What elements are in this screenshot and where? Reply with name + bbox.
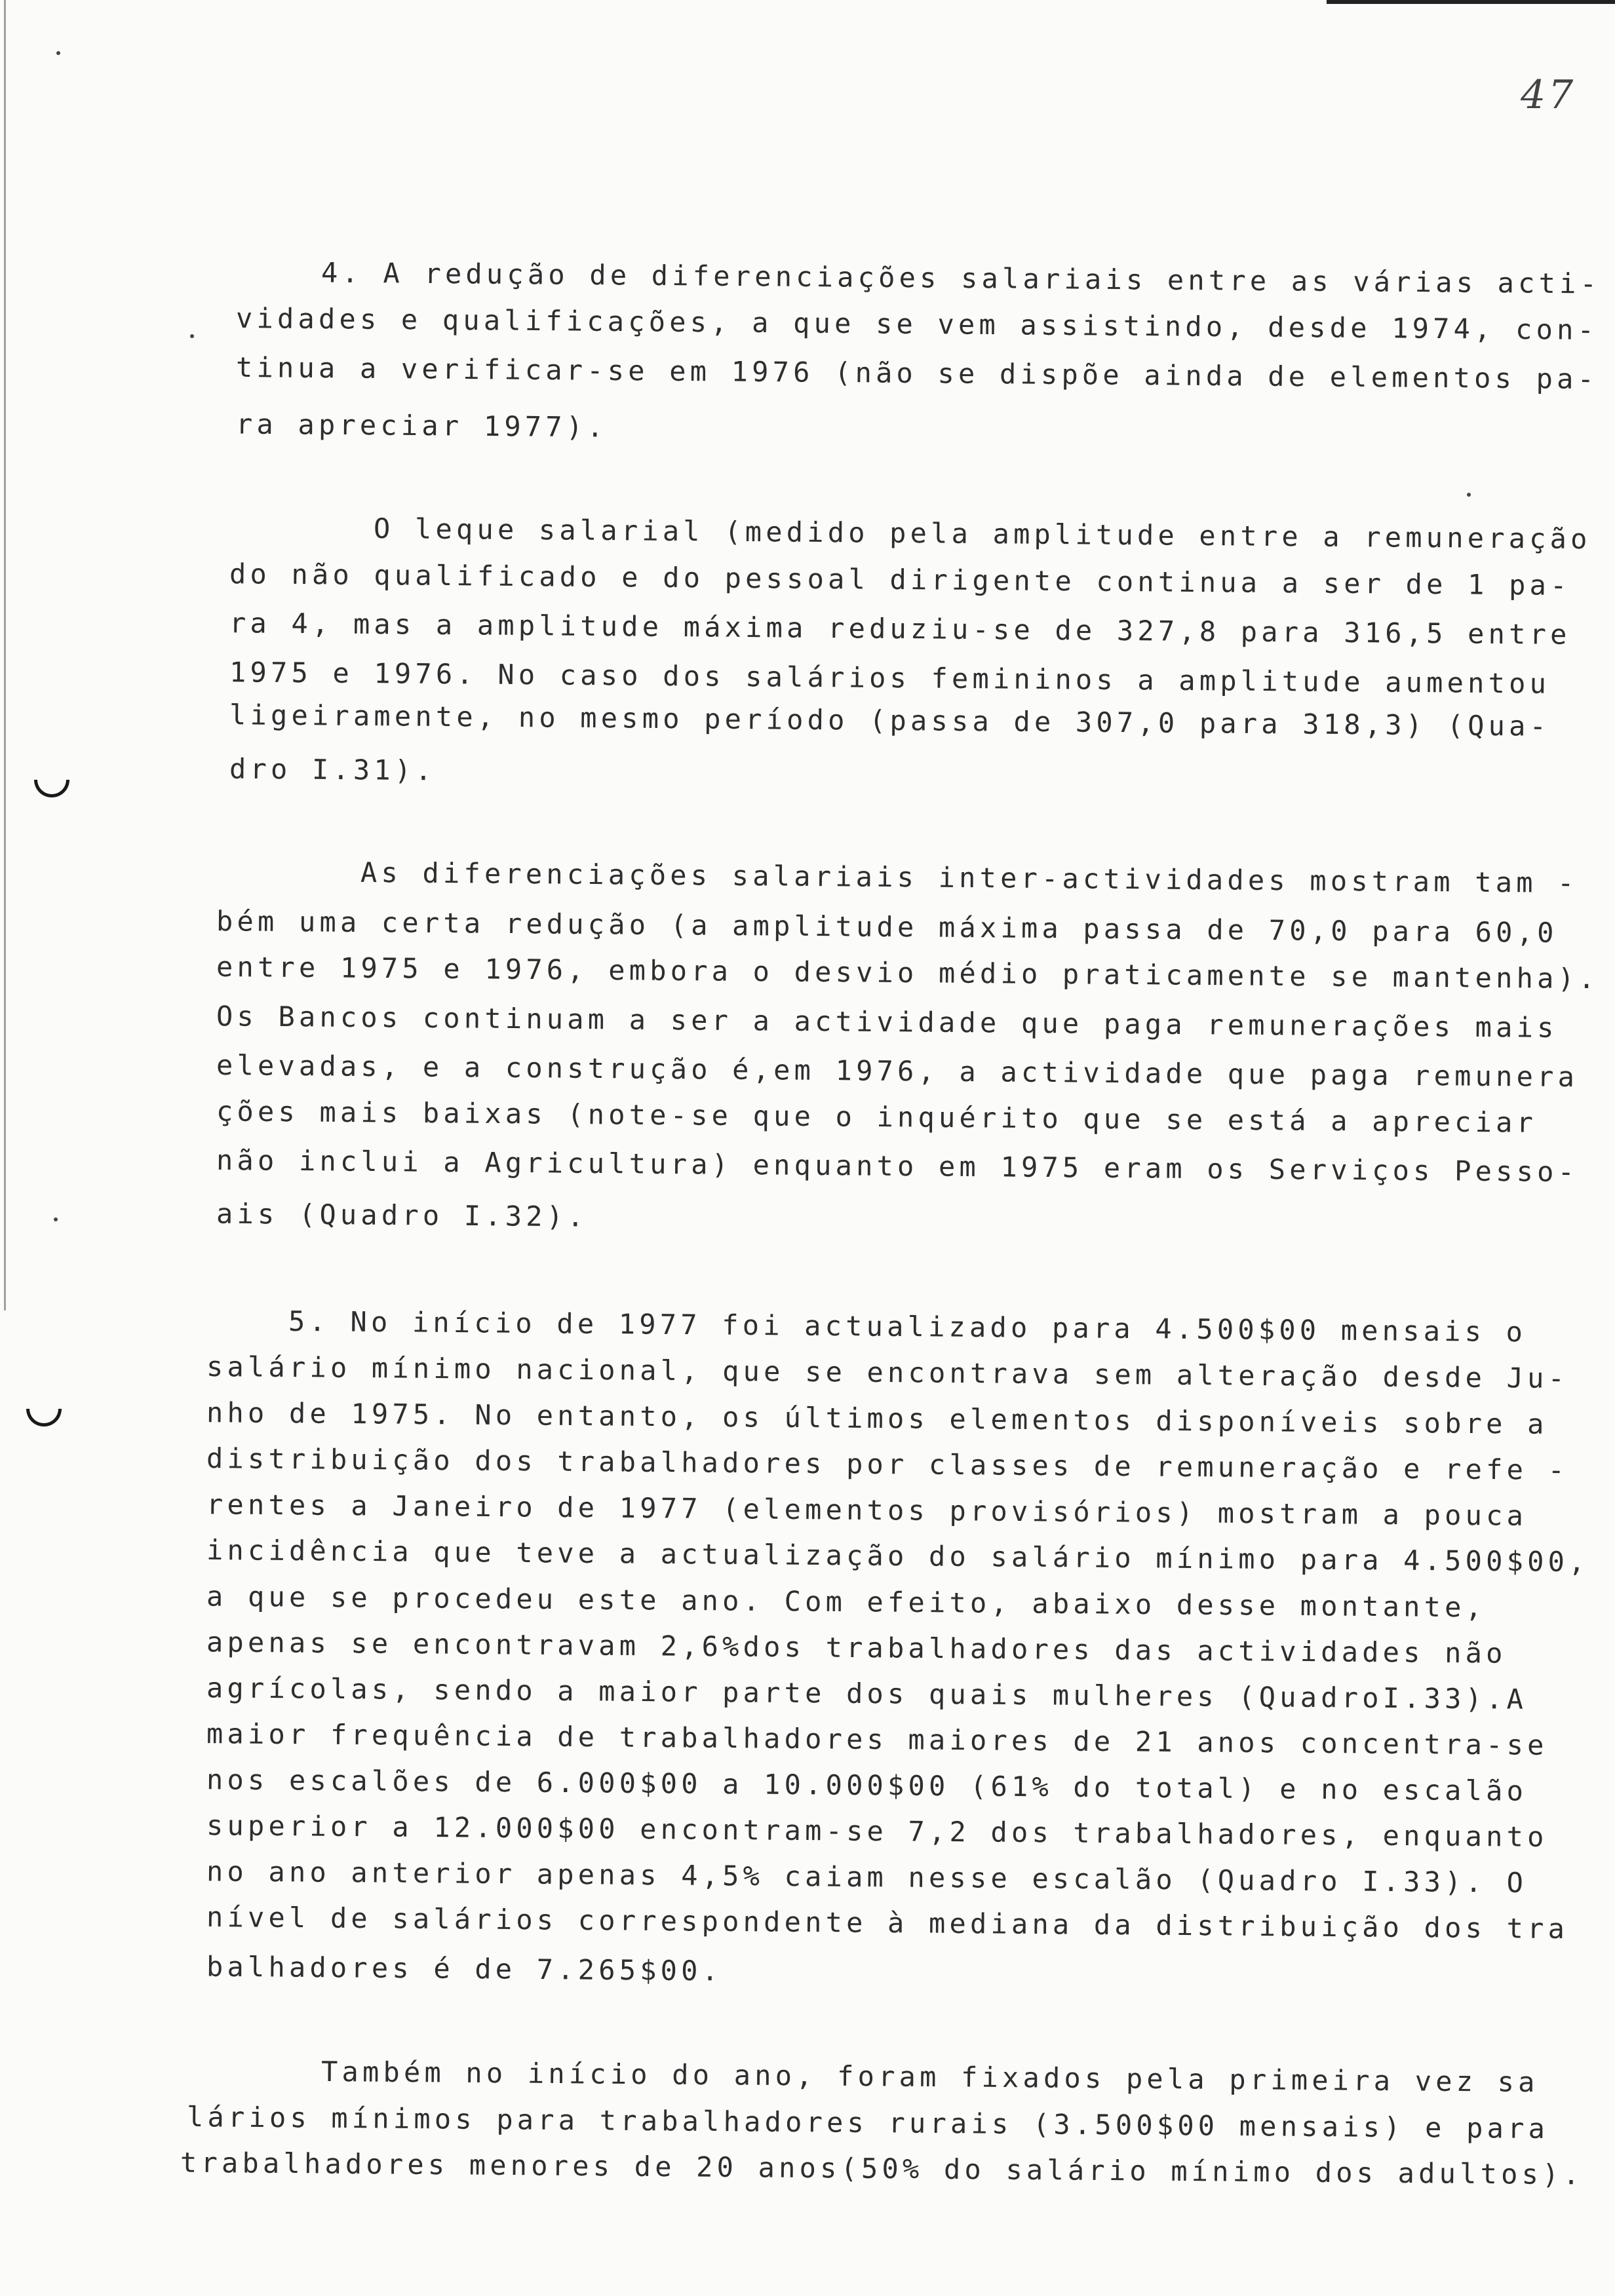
scan-left-edge bbox=[4, 0, 6, 1311]
text-line: salário mínimo nacional, que se encontrava sem alteração desde Ju- bbox=[206, 1350, 1569, 1395]
text-line: ra apreciar 1977). bbox=[235, 408, 608, 444]
text-line: agrícolas, sendo a maior parte dos quais mulheres (QuadroI.33).A bbox=[206, 1672, 1528, 1715]
text-line: ções mais baixas (note-se que o inquérito que se está a apreciar bbox=[216, 1095, 1538, 1139]
text-line: nho de 1975. No entanto, os últimos elementos disponíveis sobre a bbox=[206, 1396, 1548, 1440]
text-line: Os Bancos continuam a ser a actividade que paga remunerações mais bbox=[216, 1000, 1558, 1044]
text-line: elevadas, e a construção é,em 1976, a actividade que paga remunera bbox=[216, 1048, 1579, 1094]
text-line: trabalhadores menores de 20 anos(50% do salário mínimo dos adultos). bbox=[180, 2146, 1584, 2191]
text-line: 1975 e 1976. No caso dos salários femininos a amplitude aumentou bbox=[229, 656, 1551, 700]
text-line: Também no início do ano, foram fixados pela primeira vez sa bbox=[321, 2055, 1539, 2099]
text-line: vidades e qualificações, a que se vem assistindo, desde 1974, con- bbox=[235, 301, 1599, 347]
text-line: rentes a Janeiro de 1977 (elementos provisórios) mostram a pouca bbox=[206, 1488, 1528, 1532]
text-line: As diferenciações salariais inter-actividades mostram tam - bbox=[360, 856, 1578, 900]
scan-speck bbox=[54, 1217, 58, 1221]
text-line: no ano anterior apenas 4,5% caiam nesse escalão (Quadro I.33). O bbox=[206, 1855, 1528, 1899]
scan-top-edge bbox=[1327, 0, 1615, 4]
scan-speck bbox=[190, 334, 194, 338]
text-line: a que se procedeu este ano. Com efeito, abaixo desse montante, bbox=[206, 1580, 1487, 1624]
text-line: tinua a verificar-se em 1976 (não se dispõe ainda de elementos pa- bbox=[235, 351, 1599, 396]
text-line: O leque salarial (medido pela amplitude entre a remuneração bbox=[373, 512, 1591, 556]
page-number: 47 bbox=[1521, 72, 1576, 118]
text-line: maior frequência de trabalhadores maiores de 21 anos concentra-se bbox=[206, 1717, 1548, 1761]
text-line: lários mínimos para trabalhadores rurais (3.500$00 mensais) e para bbox=[186, 2100, 1549, 2145]
text-line: ais (Quadro I.32). bbox=[216, 1197, 588, 1233]
text-line: apenas se encontravam 2,6%dos trabalhadores das actividades não bbox=[206, 1626, 1507, 1670]
punch-hole-mark-upper bbox=[34, 780, 69, 797]
text-line: 4. A redução de diferenciações salariais entre as várias acti- bbox=[321, 256, 1601, 300]
text-line: 5. No início de 1977 foi actualizado para 4.500$00 mensais o bbox=[288, 1305, 1527, 1349]
text-line: bém uma certa redução (a amplitude máxima passa de 70,0 para 60,0 bbox=[216, 905, 1558, 949]
punch-hole-mark-lower bbox=[26, 1409, 62, 1426]
text-line: entre 1975 e 1976, embora o desvio médio praticamente se mantenha). bbox=[216, 950, 1599, 995]
scan-speck bbox=[56, 51, 60, 55]
text-line: não inclui a Agricultura) enquanto em 1975 eram os Serviços Pesso- bbox=[216, 1143, 1579, 1189]
scan-speck bbox=[1467, 493, 1471, 497]
text-line: nos escalões de 6.000$00 a 10.000$00 (61% do total) e no escalão bbox=[206, 1763, 1528, 1807]
text-line: nível de salários correspondente à mediana da distribuição dos tra bbox=[206, 1900, 1569, 1945]
text-line: do não qualificado e do pessoal dirigente continua a ser de 1 pa- bbox=[229, 558, 1571, 602]
text-line: ligeiramente, no mesmo período (passa de 307,0 para 318,3) (Qua- bbox=[229, 698, 1551, 742]
text-line: ra 4, mas a amplitude máxima reduziu-se de 327,8 para 316,5 entre bbox=[229, 607, 1571, 651]
text-line: superior a 12.000$00 encontram-se 7,2 dos trabalhadores, enquanto bbox=[206, 1809, 1548, 1853]
text-line: dro I.31). bbox=[229, 752, 437, 787]
text-line: balhadores é de 7.265$00. bbox=[206, 1950, 723, 1987]
text-line: incidência que teve a actualização do salário mínimo para 4.500$00, bbox=[206, 1533, 1589, 1578]
text-line: distribuição dos trabalhadores por classes de remuneração e refe - bbox=[206, 1442, 1569, 1487]
